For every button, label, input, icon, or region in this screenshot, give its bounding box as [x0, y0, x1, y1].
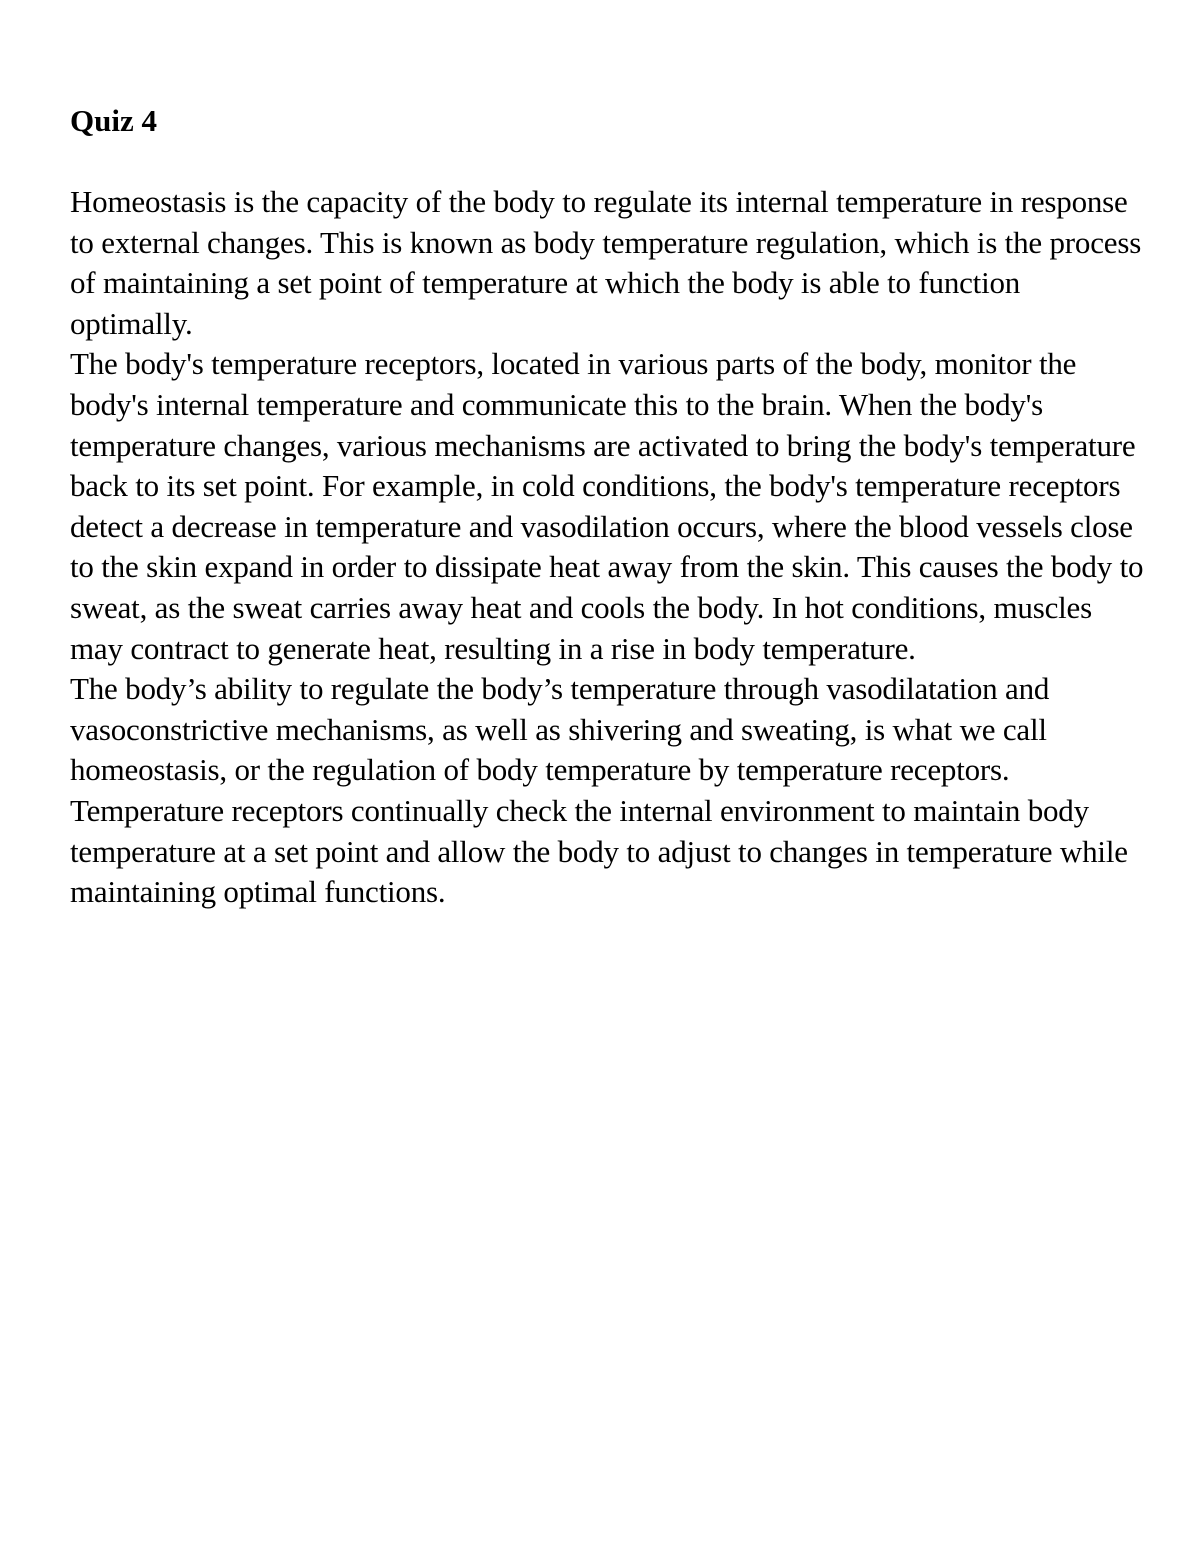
paragraph-temperature-receptors: The body's temperature receptors, located in various parts of the body, monitor the body's internal temperature and communicate this to the brain. When the body's temperature changes, various mechanisms are activated to bring the body's temperature back to its set point. For example, in cold conditions, the body's temperature receptors detect a decrease in temperature and vasodilation occurs, where the blood vessels close to the skin expand in order to dissipate heat away from the skin. This causes the body to sweat, as the sweat carries away heat and cools the body. In hot conditions, muscles may contract to generate heat, resulting in a rise in body temperature.	[70, 346, 1144, 666]
document-title: Quiz 4	[70, 103, 157, 138]
paragraph-homeostasis-intro: Homeostasis is the capacity of the body to regulate its internal temperature in response to external changes. This is known as body temperature regulation, which is the process of maintaining a set point of temperature at which the body is able to function optimally.	[70, 184, 1142, 341]
title-spacer	[70, 141, 1150, 182]
document-body	[70, 100, 1150, 913]
paragraph-homeostasis-summary: The body’s ability to regulate the body’s temperature through vasodilatation and vasoconstrictive mechanisms, as well as shivering and sweating, is what we call homeostasis, or the regulation of body temperature by temperature receptors. Temperature receptors continually check the internal environment to maintain body temperature at a set point and allow the body to adjust to changes in temperature while maintaining optimal functions.	[70, 671, 1128, 910]
